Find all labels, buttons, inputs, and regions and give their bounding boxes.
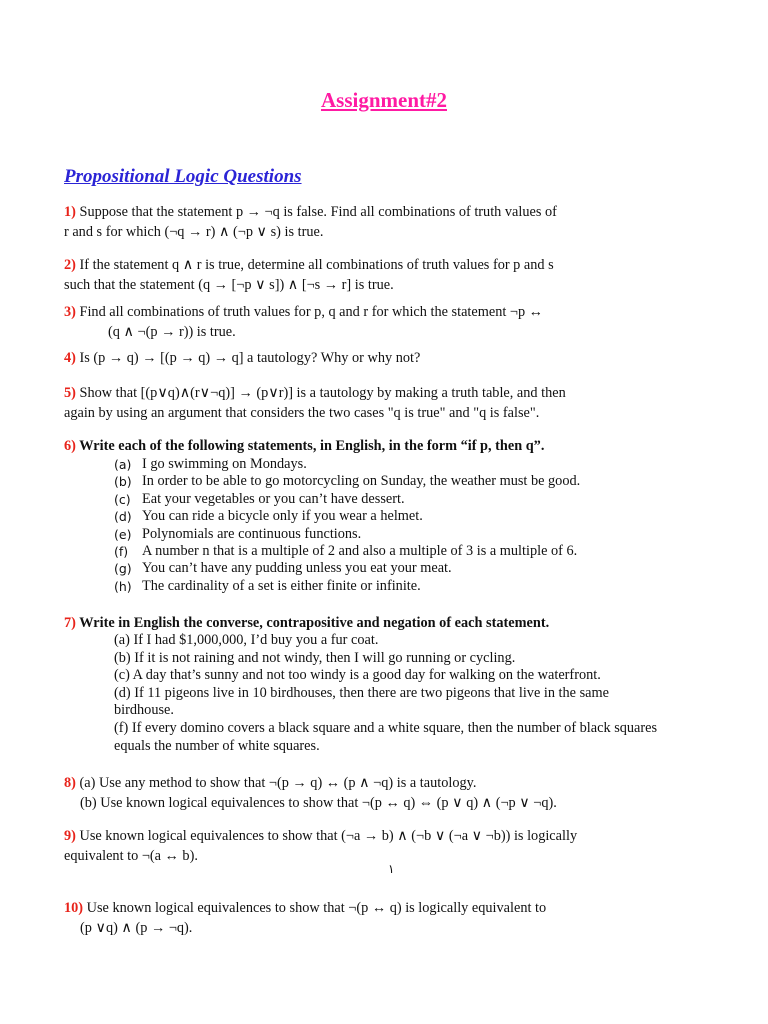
item-label: (h)	[114, 578, 132, 594]
question-2	[64, 255, 654, 295]
question-number: 9)	[64, 828, 76, 844]
question-text: such that the statement (q → [¬p ∨ s]) ∧ [¬s → r] is true.	[64, 277, 394, 293]
question-text: (a) Use any method to show that ¬(p → q) ↔ (p ∧ ¬q) is a tautology.	[75, 775, 477, 791]
question-text: again by using an argument that considers the two cases "q is true" and "q is false".	[64, 405, 540, 421]
question-5	[64, 383, 654, 423]
question-text: Is (p → q) → [(p → q) → q] a tautology? Why or why not?	[75, 350, 421, 366]
question-text: (b) Use known logical equivalences to show that ¬(p ↔ q) ⇔ (p ∨ q) ∧ (¬p ∨ ¬q).	[80, 795, 557, 811]
item-label: (b)	[114, 474, 132, 490]
question-text: Use known logical equivalences to show that (¬a → b) ∧ (¬b ∨ (¬a ∨ ¬b)) is logically	[75, 828, 578, 844]
item-text: You can ride a bicycle only if you wear a helmet.	[142, 508, 423, 525]
question-text: If the statement q ∧ r is true, determine all combinations of truth values for p and s	[75, 257, 554, 273]
item-text: Eat your vegetables or you can’t have dessert.	[142, 490, 405, 507]
question-6	[64, 436, 654, 456]
question-number: 4)	[64, 350, 76, 366]
question-number: 1)	[64, 204, 76, 220]
list-item: (a) If I had $1,000,000, I’d buy you a fur coat.	[114, 632, 379, 648]
item-label: (d)	[114, 509, 132, 525]
question-text: r and s for which (¬q → r) ∧ (¬p ∨ s) is true.	[64, 224, 324, 240]
list-item: (d) If 11 pigeons live in 10 birdhouses, then there are two pigeons that live in the same birdhouse.	[114, 684, 609, 719]
list-item	[114, 508, 674, 525]
item-text: I go swimming on Mondays.	[142, 456, 307, 472]
item-text: A number n that is a multiple of 2 and also a multiple of 3 is a multiple of 6.	[142, 543, 578, 560]
question-text: Show that [(p∨q)∧(r∨¬q)] → (p∨r)] is a tautology by making a truth table, and then	[75, 385, 566, 401]
question-text: equivalent to ¬(a ↔ b).	[64, 848, 198, 864]
list-item	[114, 491, 674, 508]
list-item	[114, 456, 674, 473]
question-heading: Write in English the converse, contrapositive and negation of each statement.	[75, 615, 550, 631]
question-6-items	[114, 456, 674, 595]
question-text: (p ∨q) ∧ (p → ¬q).	[80, 920, 193, 936]
section-heading: Propositional Logic Questions	[64, 166, 302, 187]
question-3	[64, 302, 654, 342]
question-number: 5)	[64, 385, 76, 401]
list-item: (b) If it is not raining and not windy, then I will go running or cycling.	[114, 649, 516, 666]
item-text: Polynomials are continuous functions.	[142, 525, 362, 542]
question-number: 7)	[64, 615, 76, 631]
question-number: 3)	[64, 304, 76, 320]
list-item	[114, 473, 674, 490]
item-label: (a)	[114, 457, 132, 472]
question-number: 6)	[64, 438, 76, 454]
item-text: In order to be able to go motorcycling on Sunday, the weather must be good.	[142, 473, 581, 490]
question-text: Find all combinations of truth values for p, q and r for which the statement ¬p ↔	[75, 304, 543, 320]
item-text: You can’t have any pudding unless you eat your meat.	[142, 560, 452, 577]
question-number: 8)	[64, 775, 76, 791]
question-4	[64, 348, 654, 368]
page-number: ١	[388, 862, 395, 876]
question-text: (q ∧ ¬(p → r)) is true.	[108, 324, 236, 340]
list-item	[114, 560, 674, 577]
question-10	[64, 898, 654, 938]
question-heading: Write each of the following statements, in English, in the form “if p, then q”.	[75, 438, 545, 454]
question-7	[64, 613, 654, 633]
list-item	[114, 578, 674, 595]
item-label: (g)	[114, 561, 132, 577]
question-number: 10)	[64, 900, 84, 916]
list-item: (c) A day that’s sunny and not too windy is a good day for walking on the waterfront.	[114, 667, 601, 684]
item-label: (f)	[114, 544, 129, 560]
list-item: (f) If every domino covers a black square and a white square, then the number of black squares equals the number of white squares.	[114, 719, 658, 754]
item-label: (e)	[114, 526, 132, 542]
question-text: Use known logical equivalences to show that ¬(p ↔ q) is logically equivalent to	[83, 900, 547, 916]
list-item	[114, 543, 674, 560]
item-text: The cardinality of a set is either finite or infinite.	[142, 577, 421, 594]
item-label: (c)	[114, 491, 131, 507]
question-9	[64, 826, 654, 866]
question-8	[64, 773, 654, 813]
question-7-items	[114, 632, 659, 755]
question-number: 2)	[64, 257, 76, 273]
list-item	[114, 526, 674, 543]
question-1	[64, 202, 654, 242]
assignment-title: Assignment#2	[320, 88, 447, 112]
question-text: Suppose that the statement p → ¬q is false. Find all combinations of truth values of	[75, 204, 557, 220]
